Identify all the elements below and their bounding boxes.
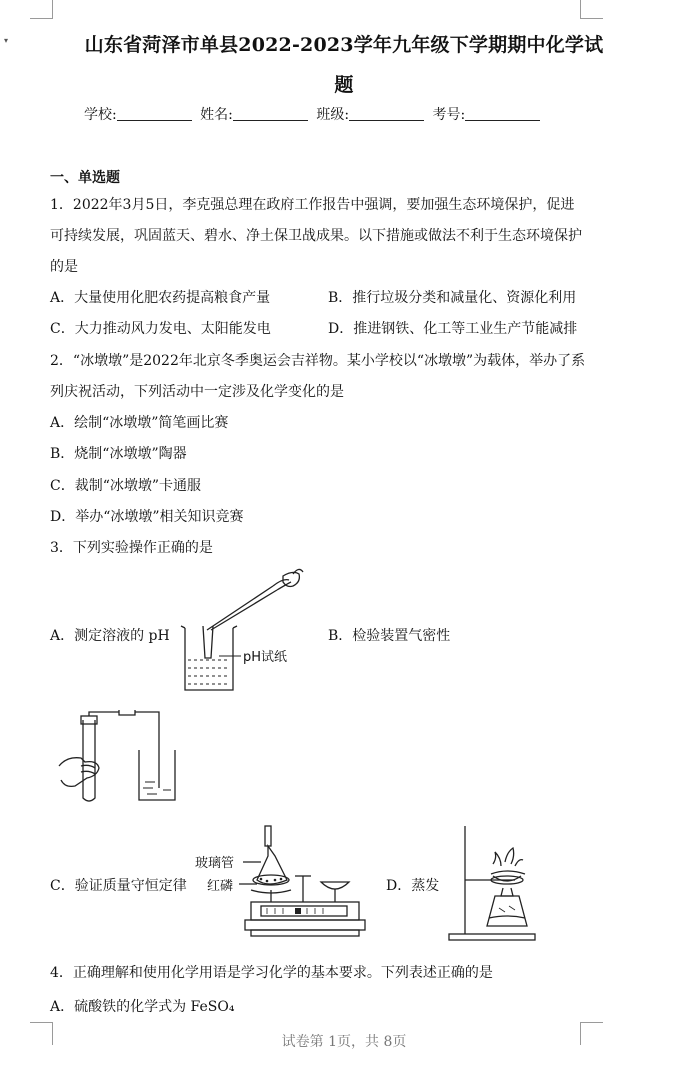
student-info-line	[84, 104, 544, 124]
q1-option-a[interactable]: A．大量使用化肥农药提高粮食产量	[50, 290, 271, 306]
q1-line2: 可持续发展，巩固蓝天、碧水、净土保卫战成果。以下措施或做法不利于生态环境保护	[50, 228, 582, 244]
figure-ph-measurement	[175, 568, 315, 696]
q4-line1: 4．正确理解和使用化学用语是学习化学的基本要求。下列表述正确的是	[50, 965, 493, 981]
q2-option-a[interactable]: A．绘制“冰墩墩”简笔画比赛	[50, 415, 229, 431]
label-red-phosphorus: 红磷	[207, 879, 234, 894]
class-label: 班级:	[316, 107, 350, 123]
q3-option-d[interactable]: D．蒸发	[386, 878, 440, 894]
q4-option-a[interactable]: A．硫酸铁的化学式为 FeSO₄	[50, 999, 235, 1015]
exam-title-line2: 题	[334, 74, 354, 96]
label-ph-paper: pH试纸	[243, 650, 288, 665]
q1-option-b[interactable]: B．推行垃圾分类和减量化、资源化利用	[328, 290, 577, 306]
exam-number-label: 考号:	[432, 107, 466, 123]
q1-line1: 1．2022年3月5日，李克强总理在政府工作报告中强调，要加强生态环境保护，促进	[50, 197, 575, 213]
page-footer: 试卷第 1页，共 8页	[281, 1034, 407, 1050]
exam-title-line1: 山东省菏泽市单县2022-2023学年九年级下学期期中化学试	[84, 34, 604, 56]
exam-number-blank[interactable]	[465, 106, 540, 121]
q3-option-b[interactable]: B．检验装置气密性	[328, 628, 451, 644]
figure-mass-conservation	[195, 822, 370, 944]
school-label: 学校:	[84, 107, 117, 123]
crop-mark-top-right	[580, 0, 603, 19]
section-heading-single-choice: 一、单选题	[50, 170, 120, 186]
figure-evaporation	[445, 822, 545, 944]
q2-option-d[interactable]: D．举办“冰墩墩”相关知识竞赛	[50, 509, 244, 525]
class-blank[interactable]	[349, 106, 424, 121]
school-blank[interactable]	[117, 106, 192, 121]
q1-option-d[interactable]: D．推进钢铁、化工等工业生产节能减排	[328, 321, 578, 337]
label-glass-tube: 玻璃管	[195, 856, 235, 871]
name-blank[interactable]	[233, 106, 308, 121]
q1-line3: 的是	[50, 259, 78, 275]
crop-mark-top-left	[30, 0, 53, 19]
q2-option-b[interactable]: B．烧制“冰墩墩”陶器	[50, 446, 187, 462]
q1-option-c[interactable]: C．大力推动风力发电、太阳能发电	[50, 321, 271, 337]
q3-line1: 3．下列实验操作正确的是	[50, 540, 213, 556]
q2-line2: 列庆祝活动，下列活动中一定涉及化学变化的是	[50, 384, 344, 400]
q3-option-a[interactable]: A．测定溶液的 pH	[50, 628, 170, 644]
figure-airtightness-check	[55, 710, 185, 805]
q3-option-c[interactable]: C．验证质量守恒定律	[50, 878, 187, 894]
q2-line1: 2．“冰墩墩”是2022年北京冬季奥运会吉祥物。某小学校以“冰墩墩”为载体，举办了系	[50, 353, 586, 369]
q2-option-c[interactable]: C．裁制“冰墩墩”卡通服	[50, 478, 202, 494]
name-label: 姓名:	[200, 107, 233, 123]
margin-arrow-icon: ▾	[4, 36, 9, 45]
